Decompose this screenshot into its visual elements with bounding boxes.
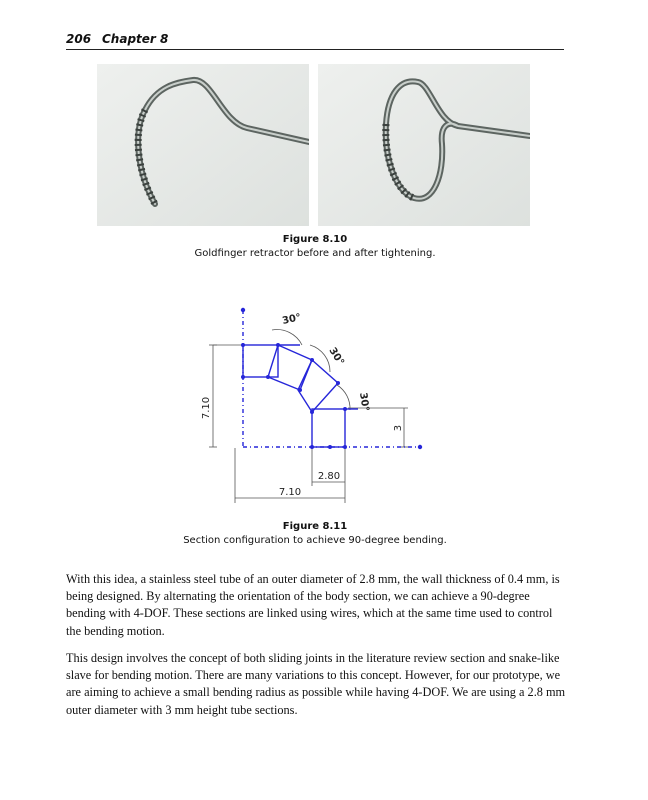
angle-label-3: 30° bbox=[357, 391, 371, 413]
retractor-before-photo bbox=[97, 64, 309, 226]
angle-label-2: 30° bbox=[326, 345, 346, 368]
figure-8-10-label: Figure 8.10 bbox=[282, 234, 348, 245]
figure-8-10-caption-text: Goldfinger retractor before and after tightening. bbox=[194, 248, 436, 259]
angle-label-1: 30° bbox=[281, 312, 303, 327]
retractor-after-photo bbox=[318, 64, 530, 226]
dimension-lines bbox=[209, 330, 408, 503]
dimension-tube-height: 3 bbox=[393, 424, 404, 432]
retractor-loop-illustration bbox=[318, 64, 530, 226]
section-3 bbox=[298, 360, 338, 412]
dimension-vertical-height: 7.10 bbox=[201, 396, 212, 420]
section-4 bbox=[312, 409, 345, 447]
figure-8-11-label: Figure 8.11 bbox=[282, 521, 348, 532]
running-header bbox=[66, 30, 564, 50]
section-2 bbox=[268, 345, 312, 390]
retractor-hook-illustration bbox=[97, 64, 309, 226]
section-configuration-diagram bbox=[200, 300, 440, 510]
dimension-tube-width: 2.80 bbox=[317, 471, 341, 482]
chapter-title: Chapter 8 bbox=[102, 32, 169, 46]
figure-8-10-caption bbox=[66, 233, 564, 261]
figure-8-11-caption bbox=[66, 520, 564, 548]
header-rule bbox=[66, 49, 564, 50]
figure-8-11-caption-text: Section configuration to achieve 90-degree bending. bbox=[183, 535, 447, 546]
page-number: 206 bbox=[66, 32, 92, 46]
dimension-horizontal-width: 7.10 bbox=[278, 487, 302, 498]
body-paragraph-1: With this idea, a stainless steel tube of an outer diameter of 2.8 mm, the wall thickness of 0.4 mm, is being designed. By alternating the orientation of the body section, we can achieve a 90-degree bending with 4-DOF. These sections are linked using wires, which at the same time used to control the bending motion. bbox=[66, 572, 560, 638]
body-paragraph-2: This design involves the concept of both sliding joints in the literature review section and snake-like slave for bending motion. There are many variations to this concept. However, for our prototype, we are aiming to achieve a small bending radius as possible while having 4-DOF. We are using a 2.8 mm outer diameter with 3 mm height tube sections. bbox=[66, 651, 566, 717]
